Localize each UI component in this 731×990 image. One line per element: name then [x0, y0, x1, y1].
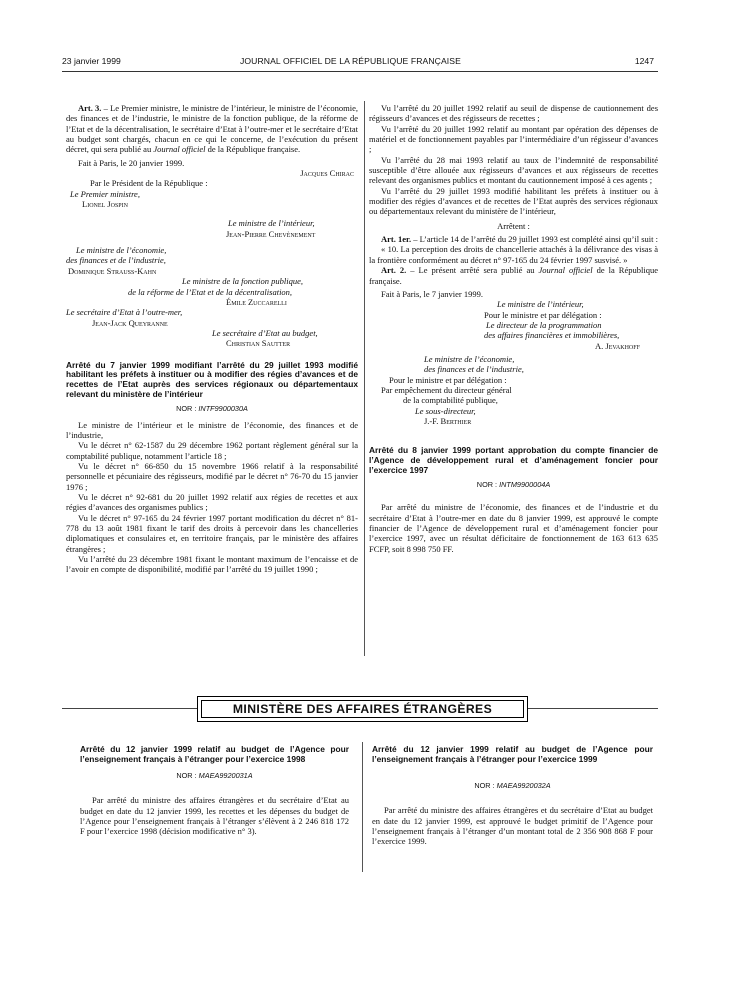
pm-name: Lionel Jospin [82, 199, 128, 210]
header-rule [62, 71, 658, 72]
visa-paragraph: Vu l’arrêté du 28 mai 1993 relatif au taux de l’indemnité de responsabilité susceptible d’être allouée aux régisseurs d’avances et aux régisseurs de recettes relevant des organismes publics et montant du cautionnement imposé à ces agents ; [369, 154, 658, 186]
int-title: Le ministre de l’intérieur, [228, 218, 315, 229]
page-header [62, 56, 654, 70]
fp-title-1: Le ministre de la fonction publique, [182, 276, 304, 287]
arrete-1998-title: Arrêté du 12 janvier 1999 relatif au budget de l’Agence pour l’enseignement français à l’étranger pour l’exercice 1998 [80, 744, 349, 764]
eco-name: Dominique Strauss-Kahn [68, 265, 157, 276]
sig-line: Pour le ministre et par délégation : [389, 374, 507, 385]
arrete-1999-title: Arrêté du 12 janvier 1999 relatif au budget de l’Agence pour l’enseignement français à l’étranger pour l’exercice 1999 [372, 744, 653, 764]
visa-paragraph: Vu l’arrêté du 23 décembre 1981 fixant le montant maximum de l’encaisse et de l’avoir en compte de disponibilité, modifié par l’arrêté du 19 juillet 1990 ; [66, 554, 358, 575]
sig-line: des finances et de l’industrie, [424, 364, 524, 375]
fait-date: Fait à Paris, le 7 janvier 1999. [381, 288, 483, 299]
visa-paragraph: Vu le décret n° 62-1587 du 29 décembre 1962 portant règlement général sur la comptabilité publique, notamment l’article 18 ; [66, 440, 358, 461]
banner-rule-right [527, 708, 658, 709]
eco-title-1: Le ministre de l’économie, [76, 245, 167, 256]
header-date: 23 janvier 1999 [62, 56, 121, 66]
par-president: Par le Président de la République : [90, 178, 208, 189]
article-1-quote: « 10. La perception des droits de chancellerie attachés à la délivrance des visas à la frontière conformément au décret n° 97-165 du 24 février 1997 susvisé. » [369, 244, 658, 265]
int-name: Jean-Pierre Chevènement [226, 228, 316, 239]
sig-line: des affaires financières et immobilières, [484, 330, 620, 341]
arrete-8-janvier-text: Par arrêté du ministre de l’économie, des finances et de l’industrie et du secrétaire d’Etat à l’outre-mer en date du 8 janvier 1999, est approuvé le compte financier de l’Agence de développement rural et d’aménagement foncier pour l’exercice 1997, avec un résultat déficitaire de fonctionnement de 163 613 635 FCFP, soit 8 998 750 FF. [369, 502, 658, 554]
bottom-left-column [80, 745, 349, 837]
header-journal-title: JOURNAL OFFICIEL DE LA RÉPUBLIQUE FRANÇAISE [240, 56, 461, 66]
right-column [369, 103, 658, 554]
arrete-8-janvier-title: Arrêté du 8 janvier 1999 portant approbation du compte financier de l’Agence de développement rural et d’aménagement foncier pour l’exercice 1997 [369, 445, 658, 476]
visa-paragraph: Vu l’arrêté du 29 juillet 1993 modifié habilitant les préfets à instituer ou à modifier des régies d’avances et de recettes de l’Etat auprès des services régionaux ou départementaux relevant du ministère de l’intérieur, [369, 185, 658, 217]
nor-reference: NOR : MAEA9920032A [474, 780, 551, 790]
left-column [66, 103, 358, 575]
ministry-banner [197, 696, 528, 722]
bud-name: Christian Sautter [226, 338, 291, 349]
arrete-7-janvier-title: Arrêté du 7 janvier 1999 modifiant l’arrêté du 29 juillet 1993 modifié habilitant les préfets à instituer ou à modifier des régies d’avances et de recettes de l’Etat auprès des services régionaux ou départementaux relevant du ministère de l’intérieur [66, 359, 358, 400]
sig-line: Par empêchement du directeur général [381, 384, 512, 395]
visa-paragraph: Vu le décret n° 66-850 du 15 novembre 1966 relatif à la responsabilité personnelle et pécuniaire des régisseurs, modifié par le décret n° 76-70 du 15 janvier 1976 ; [66, 460, 358, 492]
column-divider [364, 101, 365, 656]
header-page-number: 1247 [634, 56, 654, 66]
fp-title-2: de la réforme de l’Etat et de la décentralisation, [128, 286, 293, 297]
eco-title-2: des finances et de l’industrie, [66, 255, 166, 266]
arretent: Arrêtent : [497, 220, 530, 231]
visa-paragraph: Vu le décret n° 92-681 du 20 juillet 1992 relatif aux régies de recettes et aux régies d’avances des organismes publics ; [66, 491, 358, 513]
bottom-right-column [372, 745, 653, 847]
sig-name: J.-F. Berthier [424, 415, 472, 426]
nor-reference: NOR : INTF9900030A [176, 404, 248, 414]
om-title: Le secrétaire d’Etat à l’outre-mer, [66, 307, 183, 318]
pm-title: Le Premier ministre, [70, 188, 140, 199]
fait-date: Fait à Paris, le 20 janvier 1999. [78, 157, 185, 168]
banner-rule-left [62, 708, 197, 709]
sig-line: Pour le ministre et par délégation : [484, 309, 602, 320]
sig-line: Le ministre de l’économie, [424, 353, 515, 364]
sig-line: Le ministre de l’intérieur, [497, 299, 584, 310]
sig-line: Le sous-directeur, [415, 405, 476, 416]
ministry-title: MINISTÈRE DES AFFAIRES ÉTRANGÈRES [201, 700, 524, 718]
nor-reference: NOR : INTM9900004A [476, 480, 551, 490]
signature-chirac: Jacques Chirac [300, 168, 354, 179]
arrete-1998-text: Par arrêté du ministre des affaires étrangères et du secrétaire d’Etat au budget en date du 12 janvier 1999, les recettes et les dépenses du budget de l’Agence pour l’enseignement français à l’étranger s’élèvent à 2 246 818 172 F pour l’exercice 1998 (décision modificative n° 3). [80, 795, 349, 837]
article-1: Art. 1er. – L’article 14 de l’arrêté du 29 juillet 1993 est complété ainsi qu’il suit : [381, 234, 658, 245]
visa-paragraph: Vu l’arrêté du 20 juillet 1992 relatif au montant par opération des dépenses de matériel et de fonctionnement payables par l’intermédiaire d’un régisseur d’avances ; [369, 123, 658, 155]
arrete-1999-text: Par arrêté du ministre des affaires étrangères et du secrétaire d’Etat au budget en date du 12 janvier 1999, est approuvé le budget primitif de l’Agence pour l’enseignement français à l’étranger d’un montant total de 2 356 908 868 F pour l’exercice 1999. [372, 805, 653, 847]
article-2: Art. 2. – Le présent arrêté sera publié au Journal officiel de la République française. [369, 265, 658, 286]
column-divider [362, 742, 363, 872]
visa-paragraph: Le ministre de l’intérieur et le ministre de l’économie, des finances et de l’industrie, [66, 419, 358, 440]
sig-name: A. Jevakhoff [595, 340, 640, 351]
sig-line: Le directeur de la programmation [486, 319, 602, 330]
om-name: Jean-Jack Queyranne [92, 317, 168, 328]
sig-line: de la comptabilité publique, [403, 395, 498, 406]
article-3: Art. 3. – Le Premier ministre, le ministre de l’intérieur, le ministre de l’économie, des finances et de l’industrie, le ministre de la fonction publique, de la réforme de l’Etat et de la décentralisation, le secrétaire d’Etat à l’outre-mer et le secrétaire d’Etat au budget sont chargés, chacun en ce qui le concerne, de l’exécution du présent décret, qui sera publié au Journal officiel de la République française. [66, 103, 358, 155]
visa-paragraph: Vu le décret n° 97-165 du 24 février 1997 portant modification du décret n° 81-778 du 13 août 1981 fixant le tarif des droits à percevoir dans les chancelleries diplomatiques et consulaires et, en territoire français, par le ministère des affaires étrangères ; [66, 512, 358, 554]
nor-reference: NOR : MAEA9920031A [176, 770, 253, 780]
bud-title: Le secrétaire d’Etat au budget, [212, 327, 318, 338]
visa-paragraph: Vu l’arrêté du 20 juillet 1992 relatif au seuil de dispense de cautionnement des régisseurs d’avances et des régisseurs de recettes ; [369, 103, 658, 124]
fp-name: Émile Zuccarelli [226, 296, 287, 307]
